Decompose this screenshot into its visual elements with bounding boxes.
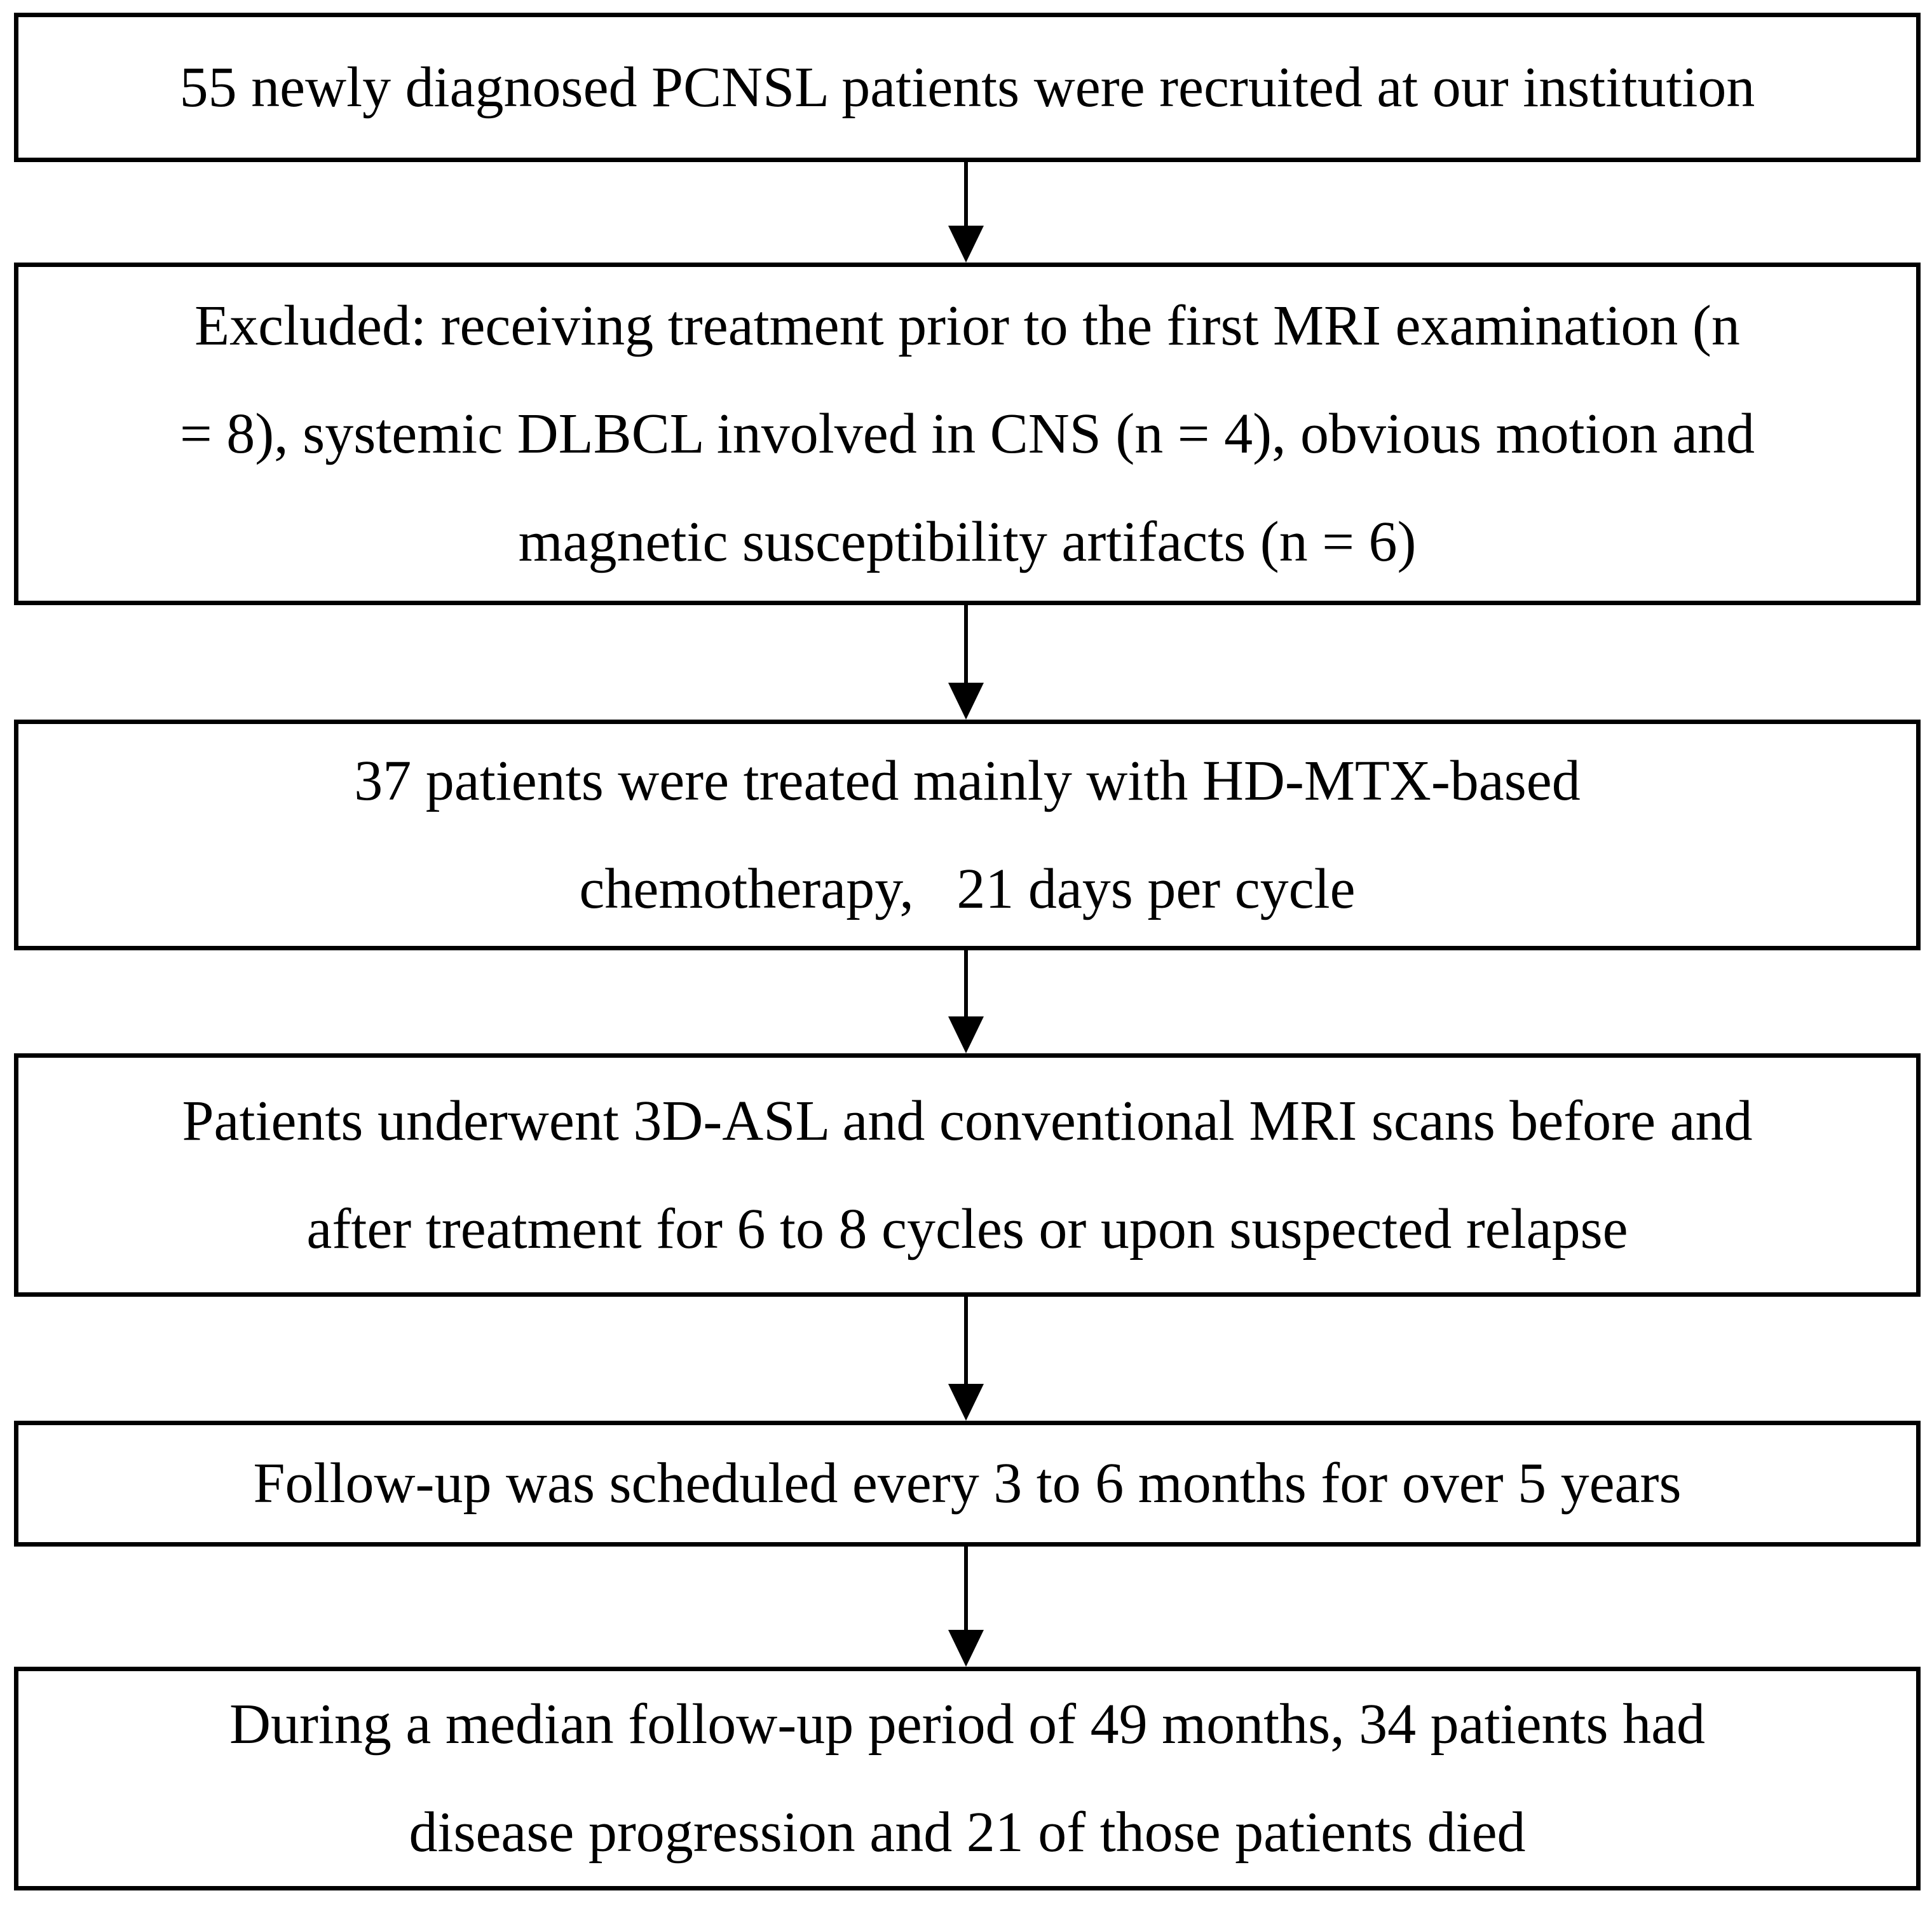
arrow-down-icon [948, 1016, 984, 1053]
flow-node-recruited [14, 13, 1921, 162]
node-text-line: magnetic susceptibility artifacts (n = 6) [518, 510, 1417, 573]
node-text-line: = 8), systemic DLBCL involved in CNS (n = 4), obvious motion and [179, 402, 1755, 465]
flow-node-outcome [14, 1667, 1921, 1890]
flow-arrow-5 [948, 1547, 984, 1667]
arrow-down-icon [948, 1630, 984, 1667]
node-text-line: after treatment for 6 to 8 cycles or upon suspected relapse [306, 1197, 1628, 1261]
flow-arrow-2 [948, 605, 984, 720]
arrow-shaft [964, 950, 968, 1019]
node-text-line: 37 patients were treated mainly with HD-MTX-based [354, 749, 1581, 812]
arrow-shaft [964, 162, 968, 228]
flow-arrow-1 [948, 162, 984, 263]
flow-node-mri-scans [14, 1053, 1921, 1297]
arrow-down-icon [948, 683, 984, 720]
node-text-line: chemotherapy, 21 days per cycle [579, 857, 1356, 920]
arrow-down-icon [948, 226, 984, 263]
node-text-line: disease progression and 21 of those patients died [409, 1801, 1526, 1864]
arrow-down-icon [948, 1384, 984, 1421]
arrow-shaft [964, 1297, 968, 1386]
node-text-line: Follow-up was scheduled every 3 to 6 months for over 5 years [253, 1452, 1682, 1515]
node-text-line: Excluded: receiving treatment prior to the first MRI examination (n [194, 294, 1740, 357]
node-text-line: 55 newly diagnosed PCNSL patients were recruited at our institution [179, 55, 1755, 119]
flow-arrow-3 [948, 950, 984, 1053]
flow-arrow-4 [948, 1297, 984, 1421]
flow-node-follow-up [14, 1421, 1921, 1547]
flow-node-chemotherapy [14, 720, 1921, 950]
arrow-shaft [964, 1547, 968, 1632]
flow-node-excluded [14, 263, 1921, 605]
node-text-line: Patients underwent 3D-ASL and conventional MRI scans before and [182, 1089, 1753, 1152]
node-text-line: During a median follow-up period of 49 months, 34 patients had [229, 1693, 1706, 1756]
arrow-shaft [964, 605, 968, 685]
